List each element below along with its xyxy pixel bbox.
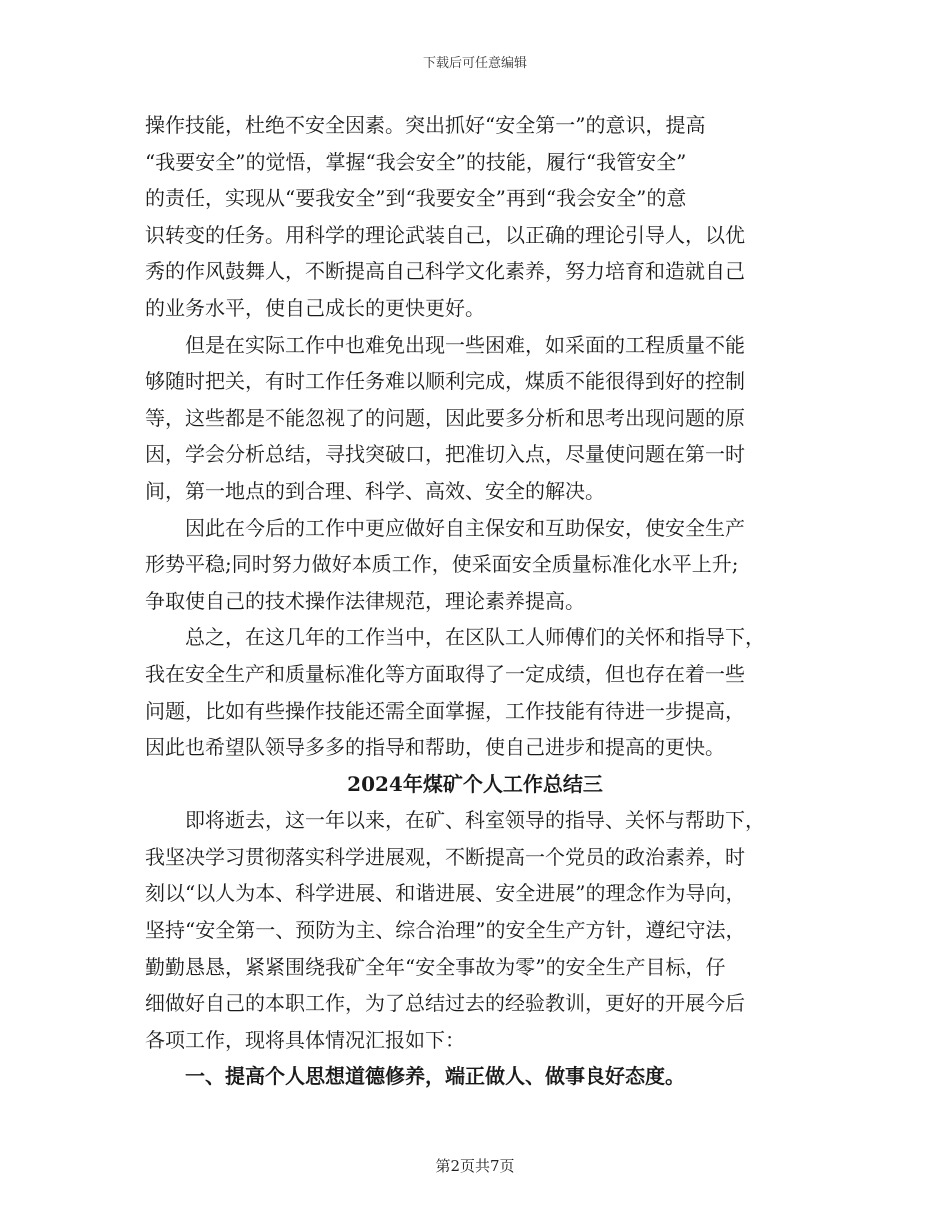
body-text-line: 问题，比如有些操作技能还需全面掌握，工作技能有待进一步提高， xyxy=(145,698,745,723)
body-text-line: 间，第一地点的到合理、科学、高效、安全的解决。 xyxy=(145,478,605,503)
body-text-line: 勤勤恳恳，紧紧围绕我矿全年“安全事故为零”的安全生产目标，仔 xyxy=(145,954,726,979)
body-text-line: 但是在实际工作中也难免出现一些困难，如采面的工程质量不能 xyxy=(185,332,745,357)
body-text-line: 细做好自己的本职工作，为了总结过去的经验教训，更好的开展今后 xyxy=(145,991,745,1016)
body-text-line: 因此在今后的工作中更应做好自主保安和互助保安，使安全生产 xyxy=(185,515,745,540)
body-text-line: 我在安全生产和质量标准化等方面取得了一定成绩，但也存在着一些 xyxy=(145,661,745,686)
body-text-line: 各项工作，现将具体情况汇报如下： xyxy=(145,1027,465,1052)
body-text-line: 秀的作风鼓舞人，不断提高自己科学文化素养，努力培育和造就自己 xyxy=(145,259,745,284)
body-text-line: 我坚决学习贯彻落实科学进展观，不断提高一个党员的政治素养，时 xyxy=(145,844,745,869)
section-heading: 2024年煤矿个人工作总结三 xyxy=(347,771,603,796)
page-number: 第2页共7页 xyxy=(435,1157,515,1175)
body-text-line: 的责任，实现从“要我安全”到“我要安全”再到“我会安全”的意 xyxy=(145,186,687,211)
body-text-line: 操作技能，杜绝不安全因素。突出抓好“安全第一”的意识，提高 xyxy=(145,113,706,137)
body-text-line: 识转变的任务。用科学的理论武装自己，以正确的理论引导人，以优 xyxy=(145,222,745,247)
body-text-line: 即将逝去，这一年以来，在矿、科室领导的指导、关怀与帮助下， xyxy=(185,808,765,833)
body-text-line: 争取使自己的技术操作法律规范，理论素养提高。 xyxy=(145,588,585,613)
body-text-line: 形势平稳;同时努力做好本质工作，使采面安全质量标准化水平上升; xyxy=(145,552,739,577)
body-text-line: 刻以“以人为本、科学进展、和谐进展、安全进展”的理念作为导向， xyxy=(145,881,746,906)
body-text-line: 够随时把关，有时工作任务难以顺利完成，煤质不能很得到好的控制 xyxy=(145,369,745,394)
body-text-line: 等，这些都是不能忽视了的问题，因此要多分析和思考出现问题的原 xyxy=(145,405,745,430)
body-text-line: 因，学会分析总结，寻找突破口，把准切入点，尽量使问题在第一时 xyxy=(145,442,745,467)
body-text-line: “我要安全”的觉悟，掌握“我会安全”的技能，履行“我管安全” xyxy=(145,149,687,174)
subsection-heading: 一、提高个人思想道德修养，端正做人、做事良好态度。 xyxy=(185,1064,685,1089)
body-text-line: 总之，在这几年的工作当中，在区队工人师傅们的关怀和指导下， xyxy=(185,625,765,650)
document-body xyxy=(145,107,805,1095)
page-header: 下载后可任意编辑 xyxy=(422,56,527,71)
body-text-line: 坚持“安全第一、预防为主、综合治理”的安全生产方针，遵纪守法， xyxy=(145,918,746,943)
body-text-line: 的业务水平，使自己成长的更快更好。 xyxy=(145,295,485,320)
body-text-line: 因此也希望队领导多多的指导和帮助，使自己进步和提高的更快。 xyxy=(145,735,725,760)
